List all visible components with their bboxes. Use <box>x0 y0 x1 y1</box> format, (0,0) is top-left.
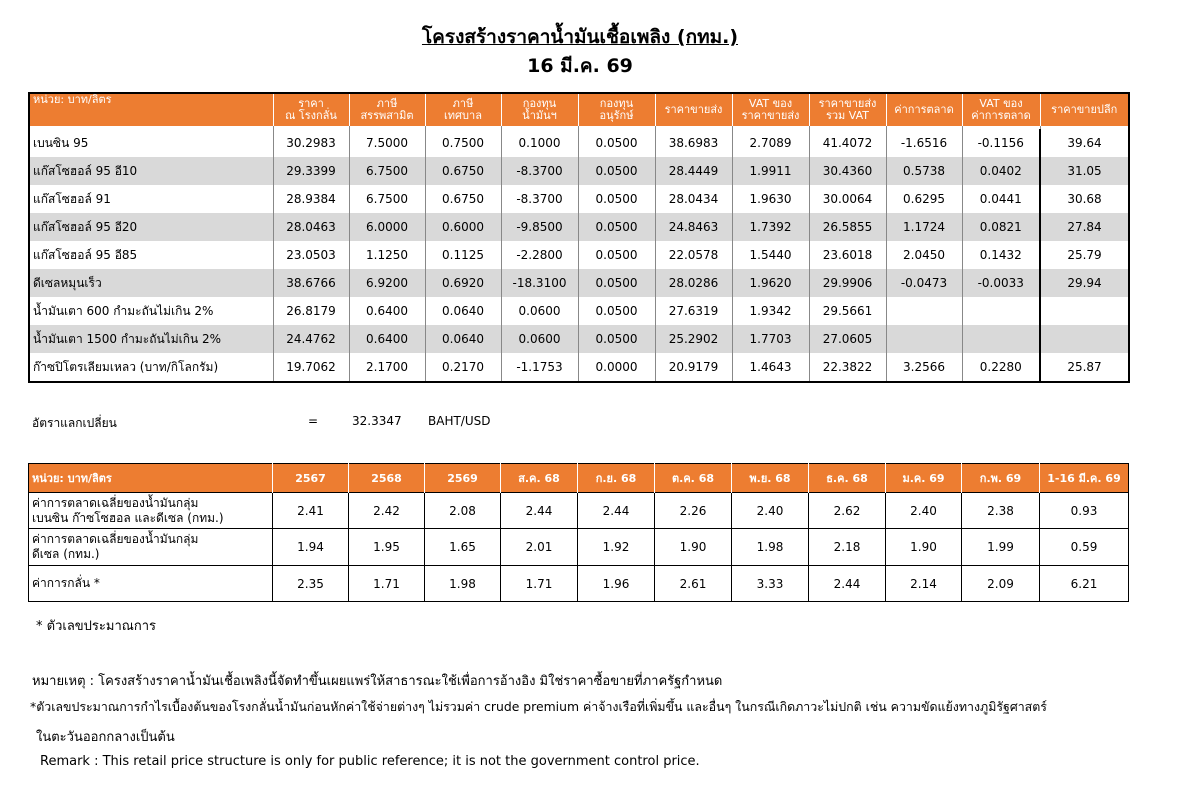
price-cell: 25.87 <box>1040 353 1129 382</box>
exchange-rate-label: อัตราแลกเปลี่ยน <box>32 416 117 430</box>
column-header-line2: ณ โรงกลั่น <box>285 109 337 122</box>
product-name: แก๊สโซฮอล์ 95 อี20 <box>29 213 273 241</box>
margin-cell: 1.98 <box>425 566 501 602</box>
margin-cell: 2.01 <box>501 529 578 566</box>
price-cell: -2.2800 <box>501 241 578 269</box>
price-cell: 2.7089 <box>732 129 809 157</box>
margin-cell: 1.65 <box>425 529 501 566</box>
margin-cell: 1.90 <box>886 529 962 566</box>
price-cell: 0.2280 <box>962 353 1040 382</box>
column-header <box>1040 93 1129 126</box>
price-cell <box>1040 325 1129 353</box>
product-name: เบนซิน 95 <box>33 135 89 150</box>
price-cell: 30.0064 <box>809 185 886 213</box>
price-cell <box>962 297 1040 325</box>
price-cell: -0.1156 <box>962 129 1040 157</box>
period-header: ม.ค. 69 <box>886 464 962 493</box>
margin-cell: 1.98 <box>732 529 809 566</box>
column-header-line2: น้ำมันฯ <box>522 109 557 122</box>
margin-table-header <box>29 464 1129 493</box>
price-cell: 28.9384 <box>273 185 349 213</box>
margin-cell: 2.40 <box>886 493 962 529</box>
price-cell: 31.05 <box>1040 157 1129 185</box>
price-cell: 1.7392 <box>732 213 809 241</box>
price-cell: 6.0000 <box>349 213 425 241</box>
price-cell: 38.6983 <box>655 129 732 157</box>
metric-name-line1: ค่าการตลาดเฉลี่ยของน้ำมันกลุ่ม <box>32 495 199 510</box>
price-cell: 30.4360 <box>809 157 886 185</box>
metric-name-line2: ดีเซล (กทม.) <box>32 547 100 561</box>
product-name: ก๊าซปิโตรเลียมเหลว (บาท/กิโลกรัม) <box>33 359 219 374</box>
column-header <box>349 93 425 126</box>
price-cell: 27.84 <box>1040 213 1129 241</box>
column-header <box>809 93 886 126</box>
price-cell: 0.0500 <box>578 157 655 185</box>
price-cell: 1.9911 <box>732 157 809 185</box>
estimate-detail-line1: *ตัวเลขประมาณการกำไรเบื้องต้นของโรงกลั่นน้ำมันก่อนหักค่าใช้จ่ายต่างๆ ไม่รวมค่า crude premium ค่าจ้างเรือที่เพิ่มขึ้น และอื่นๆ ในกรณีเกิดภาวะไม่ปกติ เช่น ความขัดแย้งทางภูมิรัฐศาสตร์ <box>30 699 1047 714</box>
price-cell: 6.9200 <box>349 269 425 297</box>
price-cell <box>1040 297 1129 325</box>
column-header-line2: ค่าการตลาด <box>971 109 1031 122</box>
price-cell: -8.3700 <box>501 157 578 185</box>
remark-english: Remark : This retail price structure is only for public reference; it is not the government control price. <box>40 754 700 769</box>
price-cell: 0.6400 <box>349 297 425 325</box>
table-row <box>29 129 1129 157</box>
unit-header: หน่วย: บาท/ลิตร <box>29 93 273 126</box>
price-cell: 28.0286 <box>655 269 732 297</box>
price-cell: 0.0600 <box>501 297 578 325</box>
period-header: ธ.ค. 68 <box>809 464 886 493</box>
price-cell: 3.2566 <box>886 353 962 382</box>
price-cell: 0.0500 <box>578 269 655 297</box>
margin-cell: 2.44 <box>578 493 655 529</box>
price-cell: -0.0473 <box>886 269 962 297</box>
price-cell: 0.0441 <box>962 185 1040 213</box>
price-cell: 30.2983 <box>273 129 349 157</box>
column-header-line2: สรรพสามิต <box>360 109 414 122</box>
table-row <box>29 157 1129 185</box>
column-header-line1: ภาษี <box>376 97 398 110</box>
unit-header: หน่วย: บาท/ลิตร <box>29 464 273 493</box>
page-title: โครงสร้างราคาน้ำมันเชื้อเพลิง (กทม.) <box>421 26 739 48</box>
price-cell: -1.1753 <box>501 353 578 382</box>
period-header: 2567 <box>273 464 349 493</box>
column-header <box>425 93 501 126</box>
price-cell: 6.7500 <box>349 185 425 213</box>
price-cell: 0.6000 <box>425 213 501 241</box>
column-header-line2: รวม VAT <box>825 109 870 122</box>
price-cell: 25.2902 <box>655 325 732 353</box>
exchange-equals: = <box>308 414 319 428</box>
price-cell: 1.4643 <box>732 353 809 382</box>
column-header <box>501 93 578 126</box>
product-name: แก๊สโซฮอล์ 95 อี10 <box>29 157 273 185</box>
table-row <box>29 529 1129 566</box>
price-cell: 1.9342 <box>732 297 809 325</box>
column-header-line2: อนุรักษ์ <box>599 109 634 122</box>
price-cell: 24.4762 <box>273 325 349 353</box>
period-header: พ.ย. 68 <box>732 464 809 493</box>
price-cell: -0.0033 <box>962 269 1040 297</box>
column-header <box>732 93 809 126</box>
price-cell: 0.0640 <box>425 297 501 325</box>
price-cell: 22.3822 <box>809 353 886 382</box>
margin-cell: 2.44 <box>501 493 578 529</box>
price-cell: 29.5661 <box>809 297 886 325</box>
column-header-line1: ราคาขายปลีก <box>1051 103 1118 116</box>
price-cell: 0.6295 <box>886 185 962 213</box>
product-name: น้ำมันเตา 1500 กำมะถันไม่เกิน 2% <box>29 325 273 353</box>
price-cell: 24.8463 <box>655 213 732 241</box>
column-header-line2: ราคาขายส่ง <box>741 109 800 122</box>
margin-cell: 1.71 <box>501 566 578 602</box>
price-cell: 25.79 <box>1040 241 1129 269</box>
column-header-line1: ราคาขายส่ง <box>818 97 877 110</box>
price-cell: 26.8179 <box>273 297 349 325</box>
margin-cell: 1.95 <box>349 529 425 566</box>
column-header <box>578 93 655 126</box>
price-cell: 0.1000 <box>501 129 578 157</box>
price-cell: 20.9179 <box>655 353 732 382</box>
price-cell: 2.1700 <box>349 353 425 382</box>
price-cell <box>886 297 962 325</box>
marketing-margin-table <box>28 463 1129 602</box>
price-cell: -9.8500 <box>501 213 578 241</box>
price-cell: 0.6400 <box>349 325 425 353</box>
price-cell: -8.3700 <box>501 185 578 213</box>
price-cell: 7.5000 <box>349 129 425 157</box>
price-cell: 41.4072 <box>809 129 886 157</box>
price-cell: 19.7062 <box>273 353 349 382</box>
margin-cell: 2.18 <box>809 529 886 566</box>
price-cell: 0.0640 <box>425 325 501 353</box>
margin-cell: 1.90 <box>655 529 732 566</box>
price-cell <box>962 325 1040 353</box>
price-cell: 1.7703 <box>732 325 809 353</box>
price-cell: 23.6018 <box>809 241 886 269</box>
price-cell: 1.5440 <box>732 241 809 269</box>
margin-cell: 2.41 <box>273 493 349 529</box>
price-cell: -18.3100 <box>501 269 578 297</box>
table-row <box>29 185 1129 213</box>
metric-name-line1: ค่าการตลาดเฉลี่ยของน้ำมันกลุ่ม <box>32 532 199 546</box>
period-header: 1-16 มี.ค. 69 <box>1040 464 1129 493</box>
table-row <box>29 325 1129 353</box>
margin-cell: 2.38 <box>962 493 1040 529</box>
margin-cell: 2.14 <box>886 566 962 602</box>
price-structure-table <box>28 92 1130 383</box>
price-cell: 0.0402 <box>962 157 1040 185</box>
price-cell: 0.0500 <box>578 185 655 213</box>
page-date: 16 มี.ค. 69 <box>527 55 633 77</box>
margin-cell: 1.96 <box>578 566 655 602</box>
price-cell: 0.0500 <box>578 325 655 353</box>
margin-cell: 3.33 <box>732 566 809 602</box>
margin-cell: 0.59 <box>1040 529 1129 566</box>
price-cell: 29.3399 <box>273 157 349 185</box>
metric-name <box>29 566 273 602</box>
margin-cell: 2.35 <box>273 566 349 602</box>
metric-name <box>29 493 273 529</box>
price-cell: 30.68 <box>1040 185 1129 213</box>
margin-cell: 2.42 <box>349 493 425 529</box>
price-cell: 6.7500 <box>349 157 425 185</box>
margin-cell: 2.26 <box>655 493 732 529</box>
product-name: น้ำมันเตา 600 กำมะถันไม่เกิน 2% <box>33 303 214 318</box>
metric-name-line1: ค่าการกลั่น * <box>32 576 100 590</box>
period-header: ก.พ. 69 <box>962 464 1040 493</box>
price-cell: -1.6516 <box>886 129 962 157</box>
table-row <box>29 213 1129 241</box>
price-cell: 22.0578 <box>655 241 732 269</box>
table-row <box>29 566 1129 602</box>
product-name: แก๊สโซฮอล์ 91 <box>33 191 111 206</box>
price-cell: 0.2170 <box>425 353 501 382</box>
column-header-line1: ราคาขายส่ง <box>664 103 723 116</box>
price-cell: 0.1432 <box>962 241 1040 269</box>
price-cell: 0.5738 <box>886 157 962 185</box>
exchange-rate-value: 32.3347 <box>352 414 402 428</box>
product-name: ดีเซลหมุนเร็ว <box>29 269 273 297</box>
table-row <box>29 353 1129 382</box>
period-header: ต.ค. 68 <box>655 464 732 493</box>
margin-cell: 0.93 <box>1040 493 1129 529</box>
price-cell: 27.6319 <box>655 297 732 325</box>
margin-cell: 2.62 <box>809 493 886 529</box>
metric-name <box>29 529 273 566</box>
column-header <box>655 93 732 126</box>
price-table-header <box>29 93 1129 126</box>
period-header: ก.ย. 68 <box>578 464 655 493</box>
price-cell: 29.9906 <box>809 269 886 297</box>
column-header <box>273 93 349 126</box>
margin-cell: 2.09 <box>962 566 1040 602</box>
price-cell: 1.1250 <box>349 241 425 269</box>
exchange-rate-unit: BAHT/USD <box>428 414 491 428</box>
column-header <box>886 93 962 126</box>
column-header-line1: VAT ของ <box>748 97 793 110</box>
price-cell: 0.6750 <box>425 157 501 185</box>
column-header-line2: เทศบาล <box>444 109 482 122</box>
price-cell: 2.0450 <box>886 241 962 269</box>
period-header: ส.ค. 68 <box>501 464 578 493</box>
column-header-line1: VAT ของ <box>979 97 1023 110</box>
column-header <box>962 93 1040 126</box>
price-cell: 26.5855 <box>809 213 886 241</box>
estimate-note: * ตัวเลขประมาณการ <box>36 619 156 634</box>
price-cell: 0.0821 <box>962 213 1040 241</box>
product-name: แก๊สโซฮอล์ 95 อี85 <box>33 247 138 262</box>
column-header-line1: ค่าการตลาด <box>894 103 954 116</box>
price-cell: 28.0434 <box>655 185 732 213</box>
price-cell: 28.0463 <box>273 213 349 241</box>
price-cell: 0.0500 <box>578 297 655 325</box>
price-cell: 0.7500 <box>425 129 501 157</box>
price-cell: 0.0600 <box>501 325 578 353</box>
table-row <box>29 241 1129 269</box>
margin-cell: 2.44 <box>809 566 886 602</box>
margin-cell: 2.40 <box>732 493 809 529</box>
margin-cell: 2.61 <box>655 566 732 602</box>
column-header-line1: ราคา <box>298 97 324 110</box>
price-cell: 27.0605 <box>809 325 886 353</box>
margin-cell: 1.99 <box>962 529 1040 566</box>
margin-cell: 1.71 <box>349 566 425 602</box>
table-row <box>29 493 1129 529</box>
price-cell: 0.1125 <box>425 241 501 269</box>
price-cell: 23.0503 <box>273 241 349 269</box>
price-cell: 1.1724 <box>886 213 962 241</box>
remark-thai: หมายเหตุ : โครงสร้างราคาน้ำมันเชื้อเพลิงนี้จัดทำขึ้นเผยแพร่ให้สาธารณะใช้เพื่อการอ้างอิง มิใช่ราคาซื้อขายที่ภาครัฐกำหนด <box>32 674 723 689</box>
column-header-line1: กองทุน <box>522 97 557 110</box>
price-cell: 1.9620 <box>732 269 809 297</box>
column-header-line1: กองทุน <box>599 97 634 110</box>
price-cell: 0.0000 <box>578 353 655 382</box>
price-cell: 0.6750 <box>425 185 501 213</box>
margin-cell: 1.94 <box>273 529 349 566</box>
margin-cell: 2.08 <box>425 493 501 529</box>
price-cell <box>886 325 962 353</box>
margin-cell: 1.92 <box>578 529 655 566</box>
metric-name-line2: เบนซิน ก๊าซโซฮอล และดีเซล (กทม.) <box>32 510 224 525</box>
period-header: 2569 <box>425 464 501 493</box>
price-cell: 0.0500 <box>578 213 655 241</box>
table-row <box>29 297 1129 325</box>
price-cell: 29.94 <box>1040 269 1129 297</box>
period-header: 2568 <box>349 464 425 493</box>
price-cell: 1.9630 <box>732 185 809 213</box>
price-cell: 0.6920 <box>425 269 501 297</box>
column-header-line1: ภาษี <box>452 97 474 110</box>
table-row <box>29 269 1129 297</box>
price-cell: 38.6766 <box>273 269 349 297</box>
price-cell: 28.4449 <box>655 157 732 185</box>
price-cell: 39.64 <box>1040 129 1129 157</box>
price-cell: 0.0500 <box>578 241 655 269</box>
estimate-detail-line2: ในตะวันออกกลางเป็นต้น <box>36 730 175 745</box>
margin-cell: 6.21 <box>1040 566 1129 602</box>
price-cell: 0.0500 <box>578 129 655 157</box>
